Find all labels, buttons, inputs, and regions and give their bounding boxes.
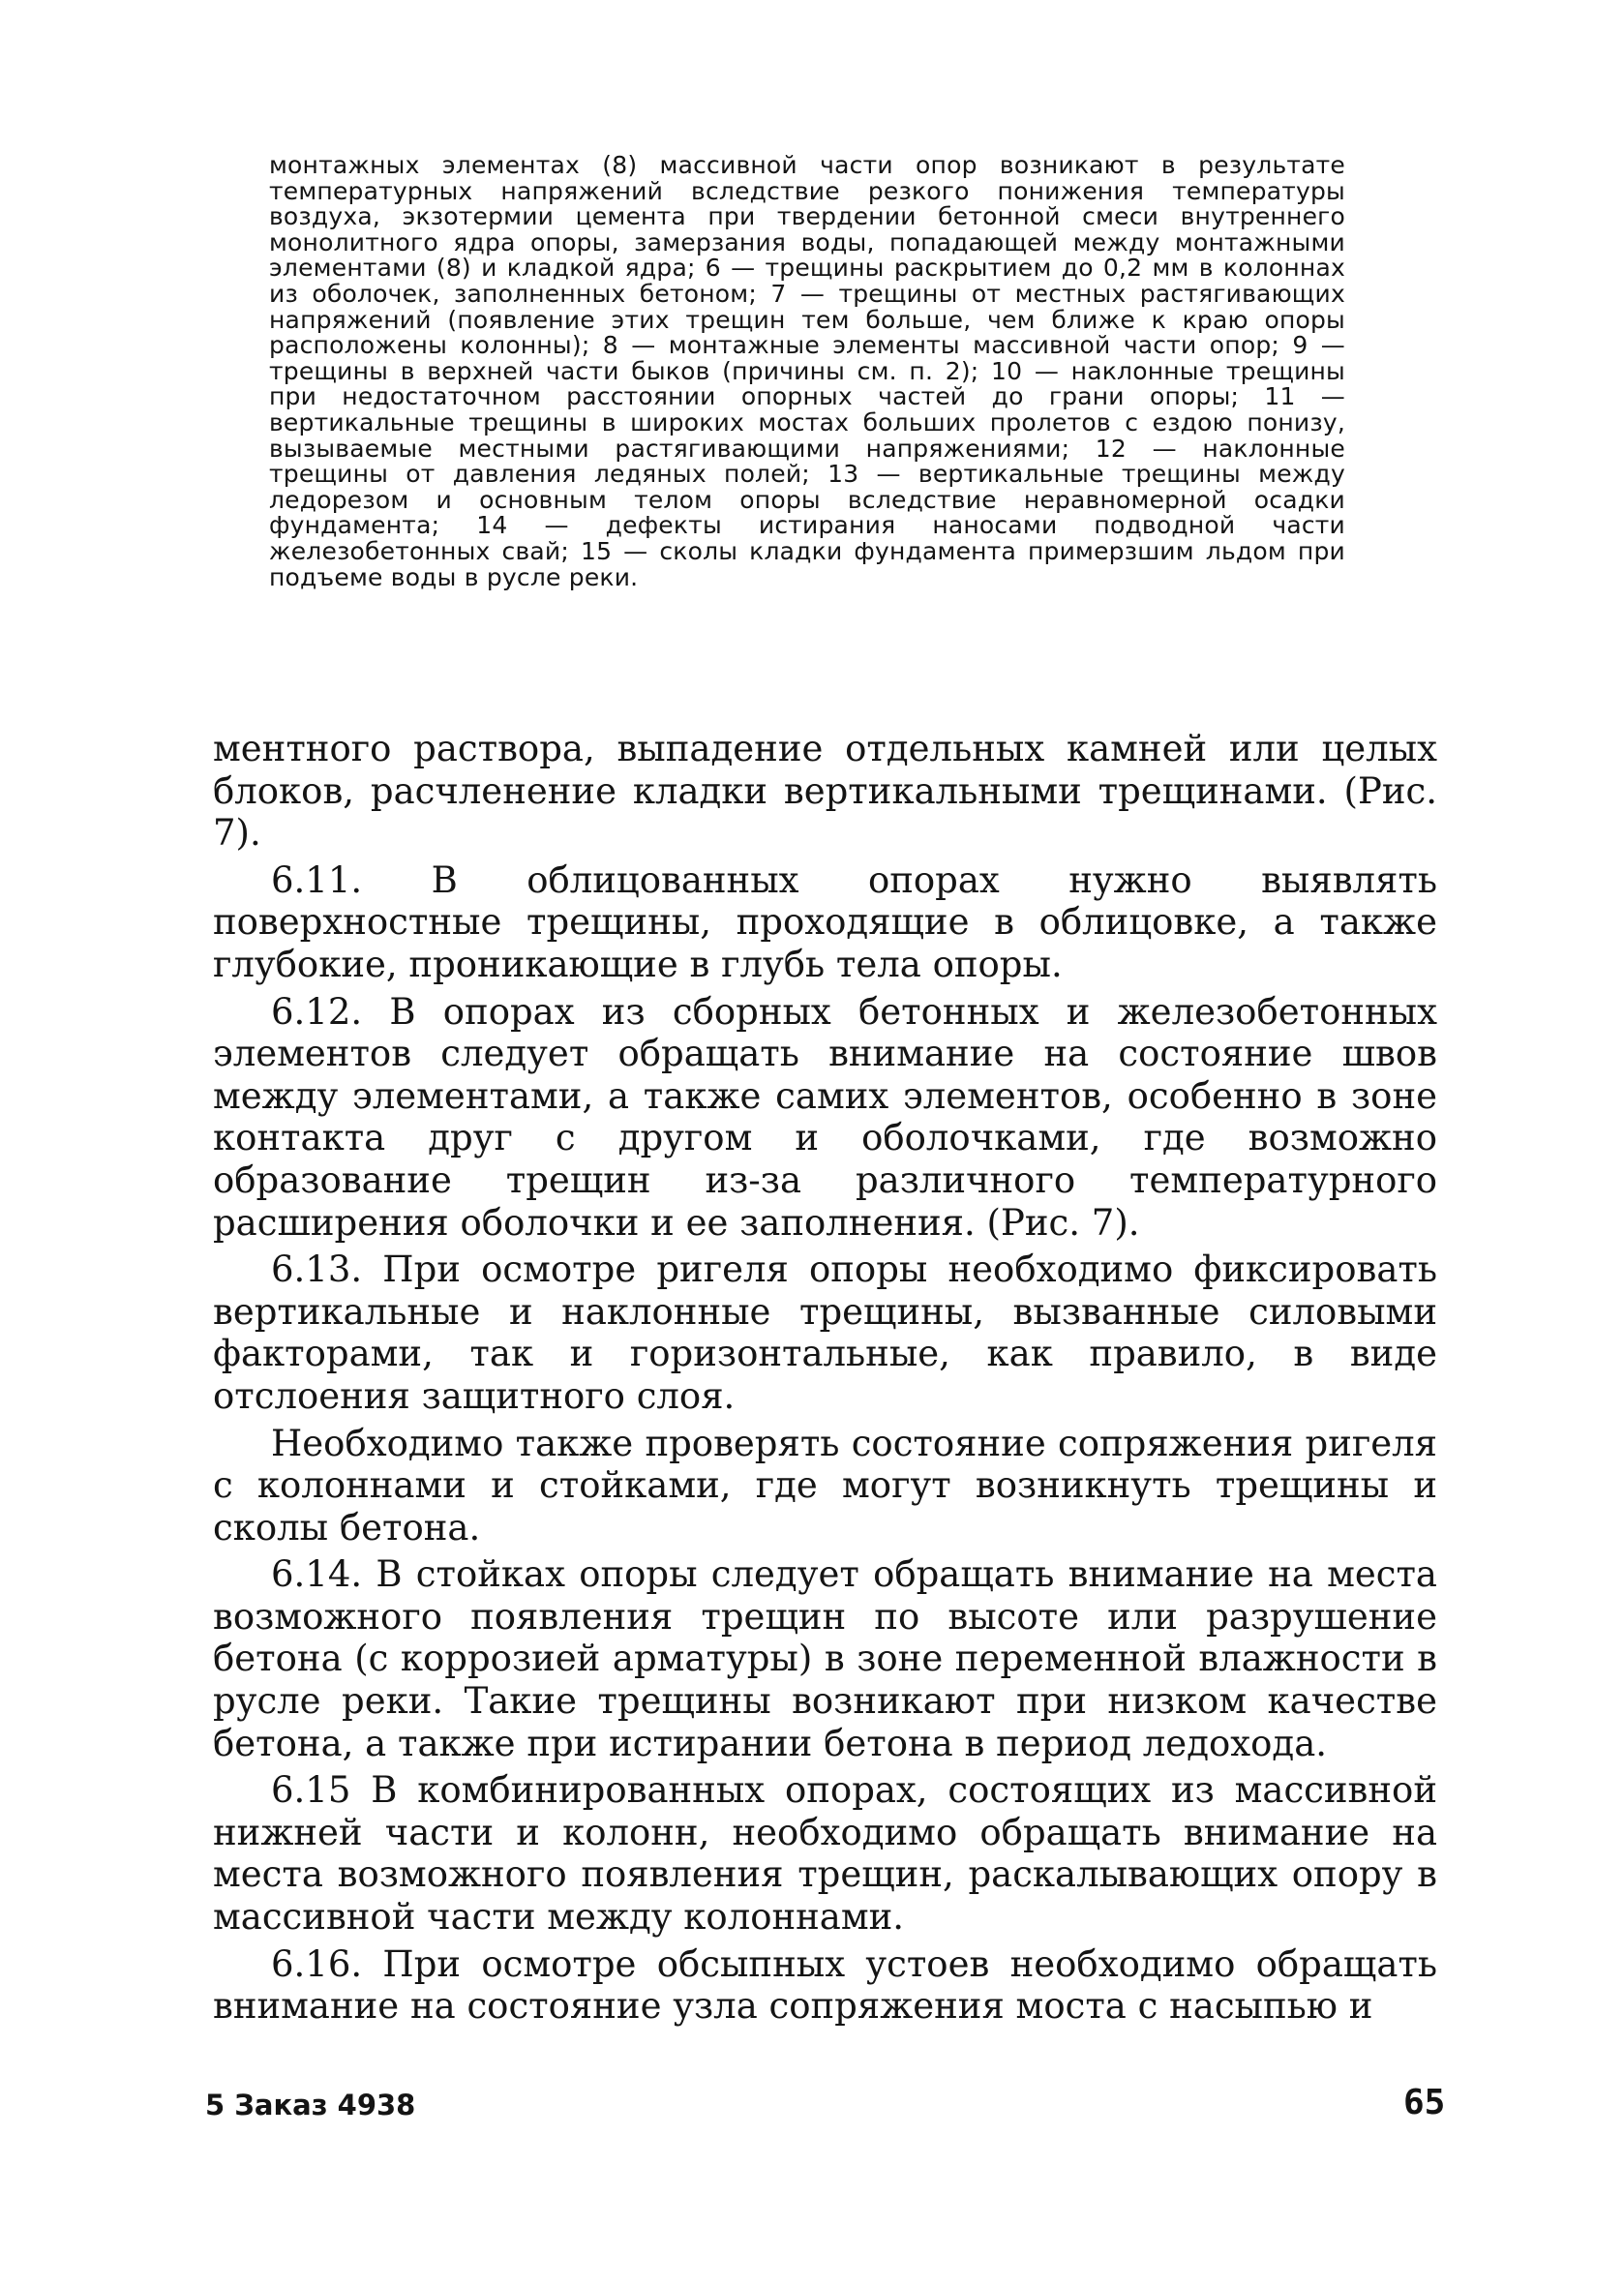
paragraph-6-14: 6.14. В стойках опоры следует обращать внимание на места возможного появления трещин по высоте или разрушение бетона (с коррозией арматуры) в зоне переменной влажности в русле реки. Такие трещины возникают при низком качестве бетона, а также при истирании бетона в период ледохода. (213, 1553, 1437, 1764)
paragraph-continuation: ментного раствора, выпадение отдельных камней или целых блоков, расчленение кладки вертикальными трещинами. (Рис. 7). (213, 728, 1437, 855)
paragraph-6-11: 6.11. В облицованных опорах нужно выявлять поверхностные трещины, проходящие в облицовке, а также глубокие, проникающие в глубь тела опоры. (213, 858, 1437, 985)
printer-signature: 5 Заказ 4938 (205, 2089, 416, 2121)
paragraph-6-13: 6.13. При осмотре ригеля опоры необходимо фиксировать вертикальные и наклонные трещины, вызванные силовыми факторами, так и горизонтальные, как правило, в виде отслоения защитного слоя. (213, 1248, 1437, 1417)
paragraph-6-12: 6.12. В опорах из сборных бетонных и железобетонных элементов следует обращать внимание на состояние швов между элементами, а также самих элементов, особенно в зоне контакта друг с другом и оболочками, где возможно образование трещин из-за различного температурного расширения оболочки и ее заполнения. (Рис. 7). (213, 990, 1437, 1244)
paragraph-6-16: 6.16. При осмотре обсыпных устоев необходимо обращать внимание на состояние узла сопряжения моста с насыпью и (213, 1942, 1437, 2028)
main-text (213, 728, 1437, 2032)
paragraph-6-13-cont: Необходимо также проверять состояние сопряжения ригеля с колоннами и стойками, где могут возникнуть трещины и сколы бетона. (213, 1422, 1437, 1549)
figure-caption: монтажных элементах (8) массивной части опор возникают в результате температурных напряжений вследствие резкого понижения температуры воздуха, экзотермии цемента при твердении бетонной смеси внутреннего монолитного ядра опоры, замерзания воды, попадающей между монтажными элементами (8) и кладкой ядра; 6 — трещины раскрытием до 0,2 мм в колоннах из оболочек, заполненных бетоном; 7 — трещины от местных растягивающих напряжений (появление этих трещин тем больше, чем ближе к краю опоры расположены колонны); 8 — монтажные элементы массивной части опор; 9 — трещины в верхней части быков (причины см. п. 2); 10 — наклонные трещины при недостаточном расстоянии опорных частей до грани опоры; 11 — вертикальные трещины в широких мостах больших пролетов с ездою понизу, вызываемые местными растягивающими напряжениями; 12 — наклонные трещины от давления ледяных полей; 13 — вертикальные трещины между ледорезом и основным телом опоры вследствие неравномерной осадки фундамента; 14 — дефекты истирания наносами подводной части железобетонных свай; 15 — сколы кладки фундамента примерзшим льдом при подъеме воды в русле реки. (269, 151, 1345, 591)
page-number: 65 (1403, 2083, 1446, 2122)
paragraph-6-15: 6.15 В комбинированных опорах, состоящих из массивной нижней части и колонн, необходимо обращать внимание на места возможного появления трещин, раскалывающих опору в массивной части между колоннами. (213, 1769, 1437, 1939)
